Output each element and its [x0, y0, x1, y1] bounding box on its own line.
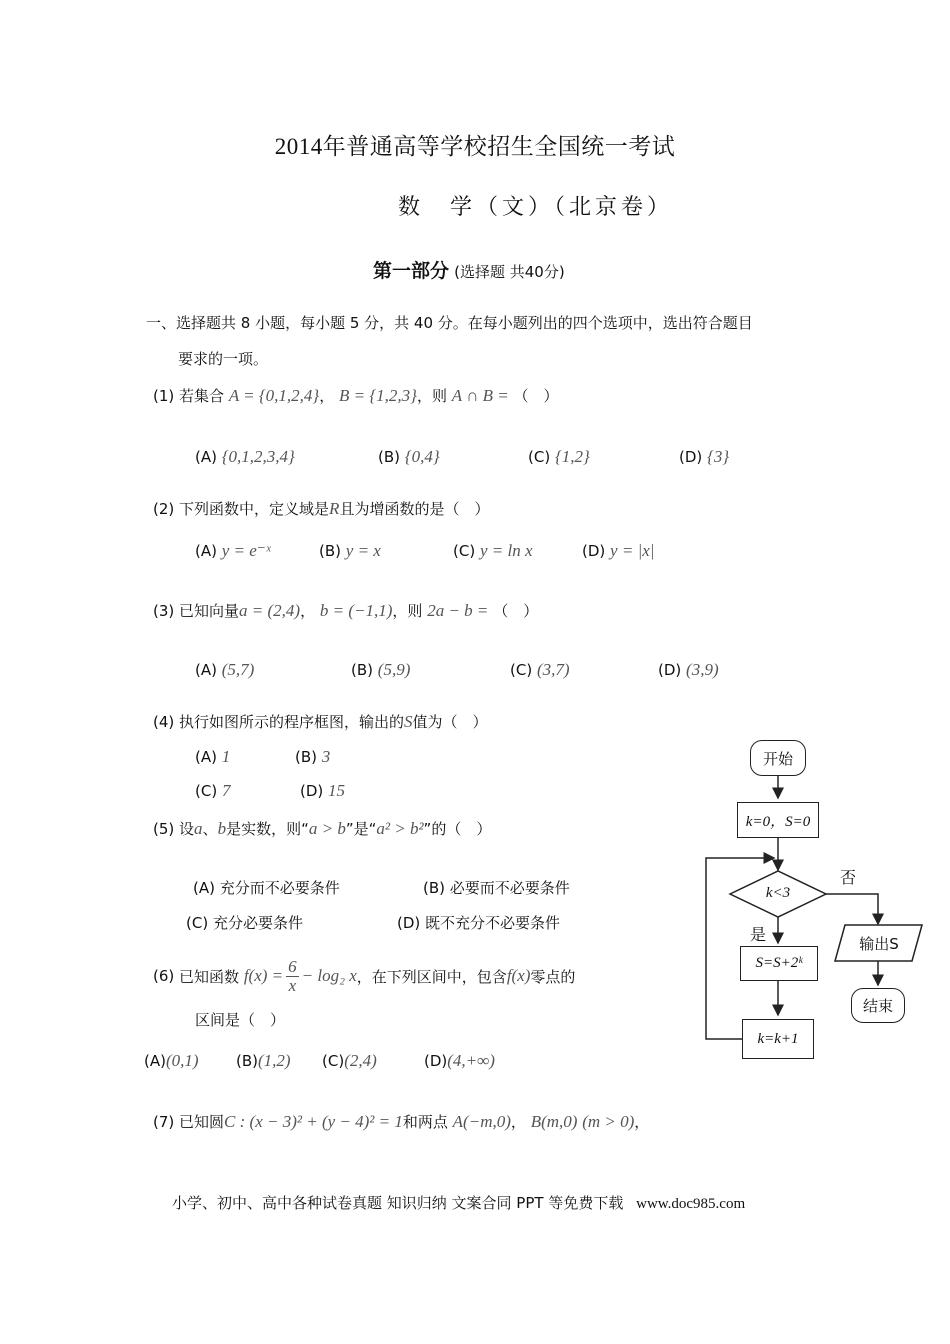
question-number: (6) — [153, 967, 175, 986]
option-label: (D) — [582, 542, 606, 560]
flow-condition: k<3 — [765, 885, 791, 901]
q6-option-b — [236, 1051, 291, 1071]
question-1-stem — [153, 385, 559, 406]
flow-yes-label: 是 — [750, 925, 767, 944]
math-point-b: B(m,0) — [530, 1112, 578, 1131]
option-value: {0,1,2,3,4} — [221, 447, 295, 466]
math-expression: 2a − b = — [427, 601, 489, 620]
math-fx: f(x) — [506, 966, 531, 986]
option-value: (0,1) — [165, 1051, 199, 1070]
math-circle: C : (x − 3)² + (y − 4)² = 1 — [224, 1112, 403, 1131]
question-number: (7) — [153, 1113, 175, 1131]
math-vector-a: a = (2,4) — [239, 601, 301, 620]
question-text: 下列函数中，定义域是 — [179, 500, 330, 518]
option-label: (A) — [195, 661, 217, 679]
option-label: (C) — [453, 542, 476, 560]
question-6-stem — [153, 958, 575, 995]
q4-option-a — [195, 747, 230, 767]
q1-option-d — [679, 447, 729, 467]
option-value: (3,9) — [686, 660, 719, 679]
question-text: 若集合 — [179, 387, 225, 405]
footer-text: 小学、初中、高中各种试卷真题 知识归纳 文案合同 PPT 等免费下载 — [172, 1194, 624, 1212]
q5-option-d — [397, 912, 560, 933]
question-text: ”的（ ） — [423, 820, 492, 838]
option-value: {3} — [707, 447, 730, 466]
math-vector-b: b = (−1,1) — [319, 601, 393, 620]
flow-arrow-no — [826, 894, 878, 924]
fraction-numerator: 6 — [288, 957, 297, 976]
math-var: S — [404, 712, 413, 731]
question-5-stem — [153, 818, 491, 839]
question-text: 设 — [179, 820, 195, 838]
math-var-a: a — [194, 819, 203, 838]
question-text: ，在下列区间中，包含 — [356, 967, 507, 986]
option-label: (D) — [300, 782, 324, 800]
option-label: (A) — [195, 448, 217, 466]
answer-paren: （ ） — [513, 387, 559, 405]
option-label: (B) — [236, 1052, 258, 1070]
separator: 、 — [202, 820, 218, 838]
option-value: (5,7) — [221, 660, 255, 679]
question-text: ，则 — [392, 602, 423, 620]
option-label: (B) — [378, 448, 400, 466]
option-value: 既不充分不必要条件 — [425, 914, 561, 932]
option-label: (C) — [322, 1052, 345, 1070]
question-text: 已知圆 — [179, 1113, 225, 1131]
q6-option-d — [424, 1051, 495, 1071]
option-label: (A) — [144, 1052, 166, 1070]
question-text: ，则 — [416, 387, 447, 405]
math-condition-2: a² > b² — [376, 819, 424, 838]
q1-option-a — [195, 447, 295, 467]
option-value: 1 — [221, 747, 231, 766]
option-label: (C) — [186, 914, 209, 932]
question-7-stem — [153, 1111, 649, 1132]
option-value: (5,9) — [377, 660, 411, 679]
q5-option-c — [186, 912, 303, 933]
question-text: 执行如图所示的程序框图，输出的 — [179, 713, 405, 731]
math-condition-1: a > b — [308, 819, 346, 838]
separator: ， — [319, 387, 335, 405]
separator: ， — [634, 1113, 650, 1131]
option-value: 15 — [328, 781, 346, 800]
separator: ， — [300, 602, 316, 620]
q5-option-a — [193, 877, 340, 898]
math-var-b: b — [217, 819, 227, 838]
question-number: (2) — [153, 500, 175, 518]
option-label: (D) — [679, 448, 703, 466]
math-condition: (m > 0) — [582, 1112, 635, 1131]
option-label: (C) — [528, 448, 551, 466]
q3-option-c — [510, 660, 570, 680]
part-heading — [373, 256, 565, 283]
section-instruction-line2: 要求的一项。 — [178, 350, 269, 368]
option-value: y = |x| — [610, 541, 655, 560]
document-subtitle: 数 学（文）（北京卷） — [398, 194, 674, 219]
option-value: {0,4} — [404, 447, 440, 466]
option-label: (A) — [193, 879, 215, 897]
document-title: 2014年普通高等学校招生全国统一考试 — [274, 134, 676, 159]
option-value: y = x — [345, 541, 381, 560]
q3-option-b — [351, 660, 410, 680]
option-value: {1,2} — [554, 447, 590, 466]
flow-update-s: S=S+2ᵏ — [740, 946, 818, 981]
question-2-stem — [153, 498, 489, 519]
math-fraction — [286, 958, 299, 995]
option-label: (A) — [195, 542, 217, 560]
flow-end: 结束 — [851, 988, 905, 1023]
option-value: (2,4) — [344, 1051, 377, 1070]
option-value: 必要而不必要条件 — [449, 879, 570, 897]
question-4-stem — [153, 711, 488, 732]
flow-output: 输出S — [859, 935, 899, 953]
question-text: 且为增函数的是（ ） — [339, 500, 490, 518]
flow-update-k: k=k+1 — [742, 1019, 814, 1059]
question-number: (5) — [153, 820, 175, 838]
question-text: 是实数，则“ — [226, 820, 309, 838]
question-number: (1) — [153, 387, 175, 405]
q2-option-d — [582, 541, 654, 561]
fraction-denominator: x — [288, 975, 297, 995]
option-label: (B) — [423, 879, 445, 897]
math-set-b: B = {1,2,3} — [339, 386, 417, 405]
part-title: 第一部分 — [373, 260, 450, 282]
q6-option-c — [322, 1051, 377, 1071]
option-value: 充分而不必要条件 — [219, 879, 340, 897]
part-note: (选择题 共40分) — [454, 263, 565, 281]
question-text: 零点的 — [530, 967, 576, 986]
q2-option-c — [453, 541, 533, 561]
question-text: 已知函数 — [179, 967, 240, 986]
q2-option-a — [195, 541, 271, 561]
question-text: 和两点 — [402, 1113, 448, 1131]
option-label: (B) — [351, 661, 373, 679]
question-text: 值为（ ） — [412, 713, 488, 731]
option-label: (B) — [295, 748, 317, 766]
math-function-lhs: f(x) = — [243, 966, 284, 986]
option-label: (C) — [195, 782, 218, 800]
option-value: 7 — [221, 781, 231, 800]
option-value: (3,7) — [536, 660, 570, 679]
question-6-stem-line2: 区间是（ ） — [195, 1011, 286, 1029]
math-set-a: A = {0,1,2,4} — [228, 386, 320, 405]
question-text: ”是“ — [345, 820, 377, 838]
question-number: (4) — [153, 713, 175, 731]
q4-option-b — [295, 747, 330, 767]
question-number: (3) — [153, 602, 175, 620]
flow-start: 开始 — [750, 740, 806, 776]
q1-option-c — [528, 447, 590, 467]
option-value: 3 — [321, 747, 331, 766]
option-label: (D) — [397, 914, 421, 932]
option-value: y = ln x — [479, 541, 533, 560]
q3-option-a — [195, 660, 254, 680]
option-label: (C) — [510, 661, 533, 679]
option-value: y = e⁻ˣ — [221, 541, 271, 560]
option-value: (1,2) — [258, 1051, 291, 1070]
q5-option-b — [423, 877, 570, 898]
q6-option-a — [144, 1051, 199, 1071]
math-expression: A ∩ B = — [451, 386, 509, 405]
math-function-rhs: − log₂ x — [301, 966, 357, 986]
math-domain: R — [329, 499, 340, 518]
option-value: 充分必要条件 — [212, 914, 303, 932]
option-label: (D) — [658, 661, 682, 679]
q4-option-c — [195, 781, 230, 801]
q2-option-b — [319, 541, 381, 561]
page-footer — [172, 1192, 745, 1213]
separator: ， — [510, 1113, 526, 1131]
flowchart — [700, 735, 930, 1065]
footer-site-link[interactable]: www.doc985.com — [636, 1196, 746, 1212]
option-value: (4,+∞) — [447, 1051, 495, 1070]
flow-init: k=0，S=0 — [737, 802, 819, 838]
answer-paren: （ ） — [493, 602, 539, 620]
flow-no-label: 否 — [840, 868, 857, 887]
section-instruction-line1: 一、选择题共 8 小题，每小题 5 分，共 40 分。在每小题列出的四个选项中，选出符合题目 — [146, 314, 753, 332]
q4-option-d — [300, 781, 345, 801]
q1-option-b — [378, 447, 440, 467]
question-text: 已知向量 — [179, 602, 240, 620]
q3-option-d — [658, 660, 719, 680]
math-point-a: A(−m,0) — [452, 1112, 511, 1131]
option-label: (A) — [195, 748, 217, 766]
option-label: (D) — [424, 1052, 448, 1070]
question-3-stem — [153, 600, 538, 621]
option-label: (B) — [319, 542, 341, 560]
